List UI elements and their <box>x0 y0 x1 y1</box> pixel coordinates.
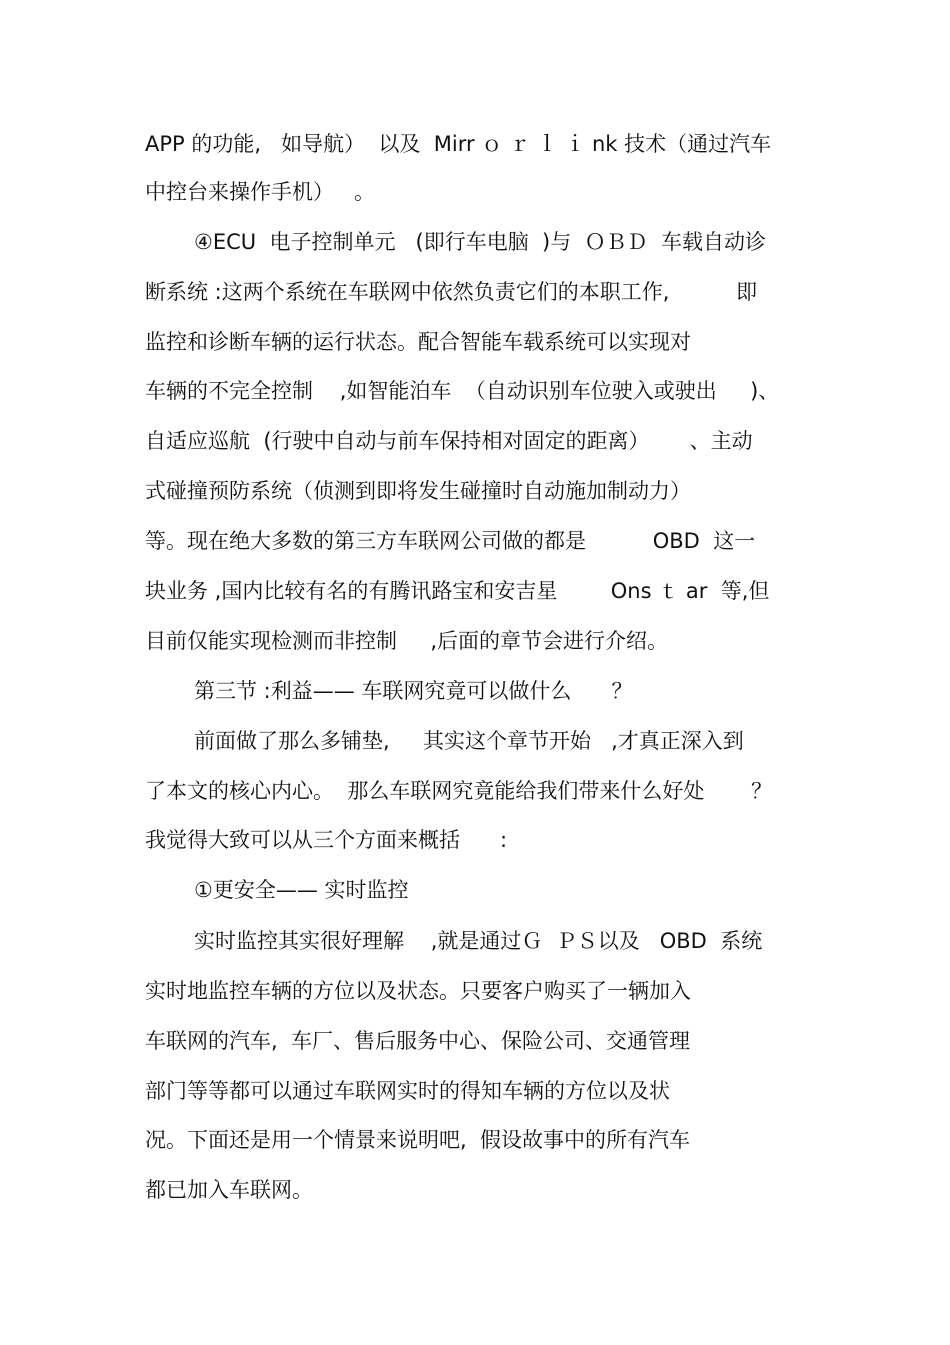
subsection-heading: ①更安全—— 实时监控 <box>194 878 409 902</box>
text-line: 自适应巡航 (行驶中自动与前车保持相对固定的距离） 、主动 <box>145 429 753 453</box>
text-line: 块业务 ,国内比较有名的有腾讯路宝和安吉星 Ons ｔ ar 等,但 <box>145 579 770 603</box>
text-line: APP 的功能, 如导航） 以及 Mirr ｏ ｒ ｌ ｉ nk 技术（通过汽车 <box>145 132 772 156</box>
text-line: 式碰撞预防系统（侦测到即将发生碰撞时自动施加制动力） <box>145 479 691 503</box>
text-line: 车联网的汽车, 车厂、售后服务中心、保险公司、交通管理 <box>145 1029 691 1053</box>
section-heading: 第三节 :利益—— 车联网究竟可以做什么 ？ <box>194 679 633 703</box>
text-line: 实时地监控车辆的方位以及状态。只要客户购买了一辆加入 <box>145 979 691 1003</box>
text-line: 断系统 :这两个系统在车联网中依然负责它们的本职工作, 即 <box>145 280 758 304</box>
paragraph-start-line: 实时监控其实很好理解 ,就是通过Ｇ ＰＳ以及 OBD 系统 <box>194 929 763 953</box>
text-line: 了本文的核心内心。 那么车联网究竟能给我们带来什么好处 ？ <box>145 779 773 803</box>
text-line: 部门等等都可以通过车联网实时的得知车辆的方位以及状 <box>145 1079 670 1103</box>
text-line: 车辆的不完全控制 ,如智能泊车 （自动识别车位驶入或驶出 )、 <box>145 379 780 403</box>
paragraph-start-line: ④ECU 电子控制单元 (即行车电脑 )与 ＯＢＤ 车载自动诊 <box>194 230 766 254</box>
text-line: 目前仅能实现检测而非控制 ,后面的章节会进行介绍。 <box>145 629 669 653</box>
text-line: 等。现在绝大多数的第三方车联网公司做的都是 OBD 这一 <box>145 529 756 553</box>
text-line: 都已加入车联网。 <box>145 1178 313 1202</box>
paragraph-start-line: 前面做了那么多铺垫, 其实这个章节开始 ,才真正深入到 <box>194 729 744 753</box>
text-line: 况。下面还是用一个情景来说明吧, 假设故事中的所有汽车 <box>145 1128 691 1152</box>
text-line: 中控台来操作手机） 。 <box>145 180 376 204</box>
text-line: 我觉得大致可以从三个方面来概括 : <box>145 828 508 852</box>
text-line: 监控和诊断车辆的运行状态。配合智能车载系统可以实现对 <box>145 330 691 354</box>
